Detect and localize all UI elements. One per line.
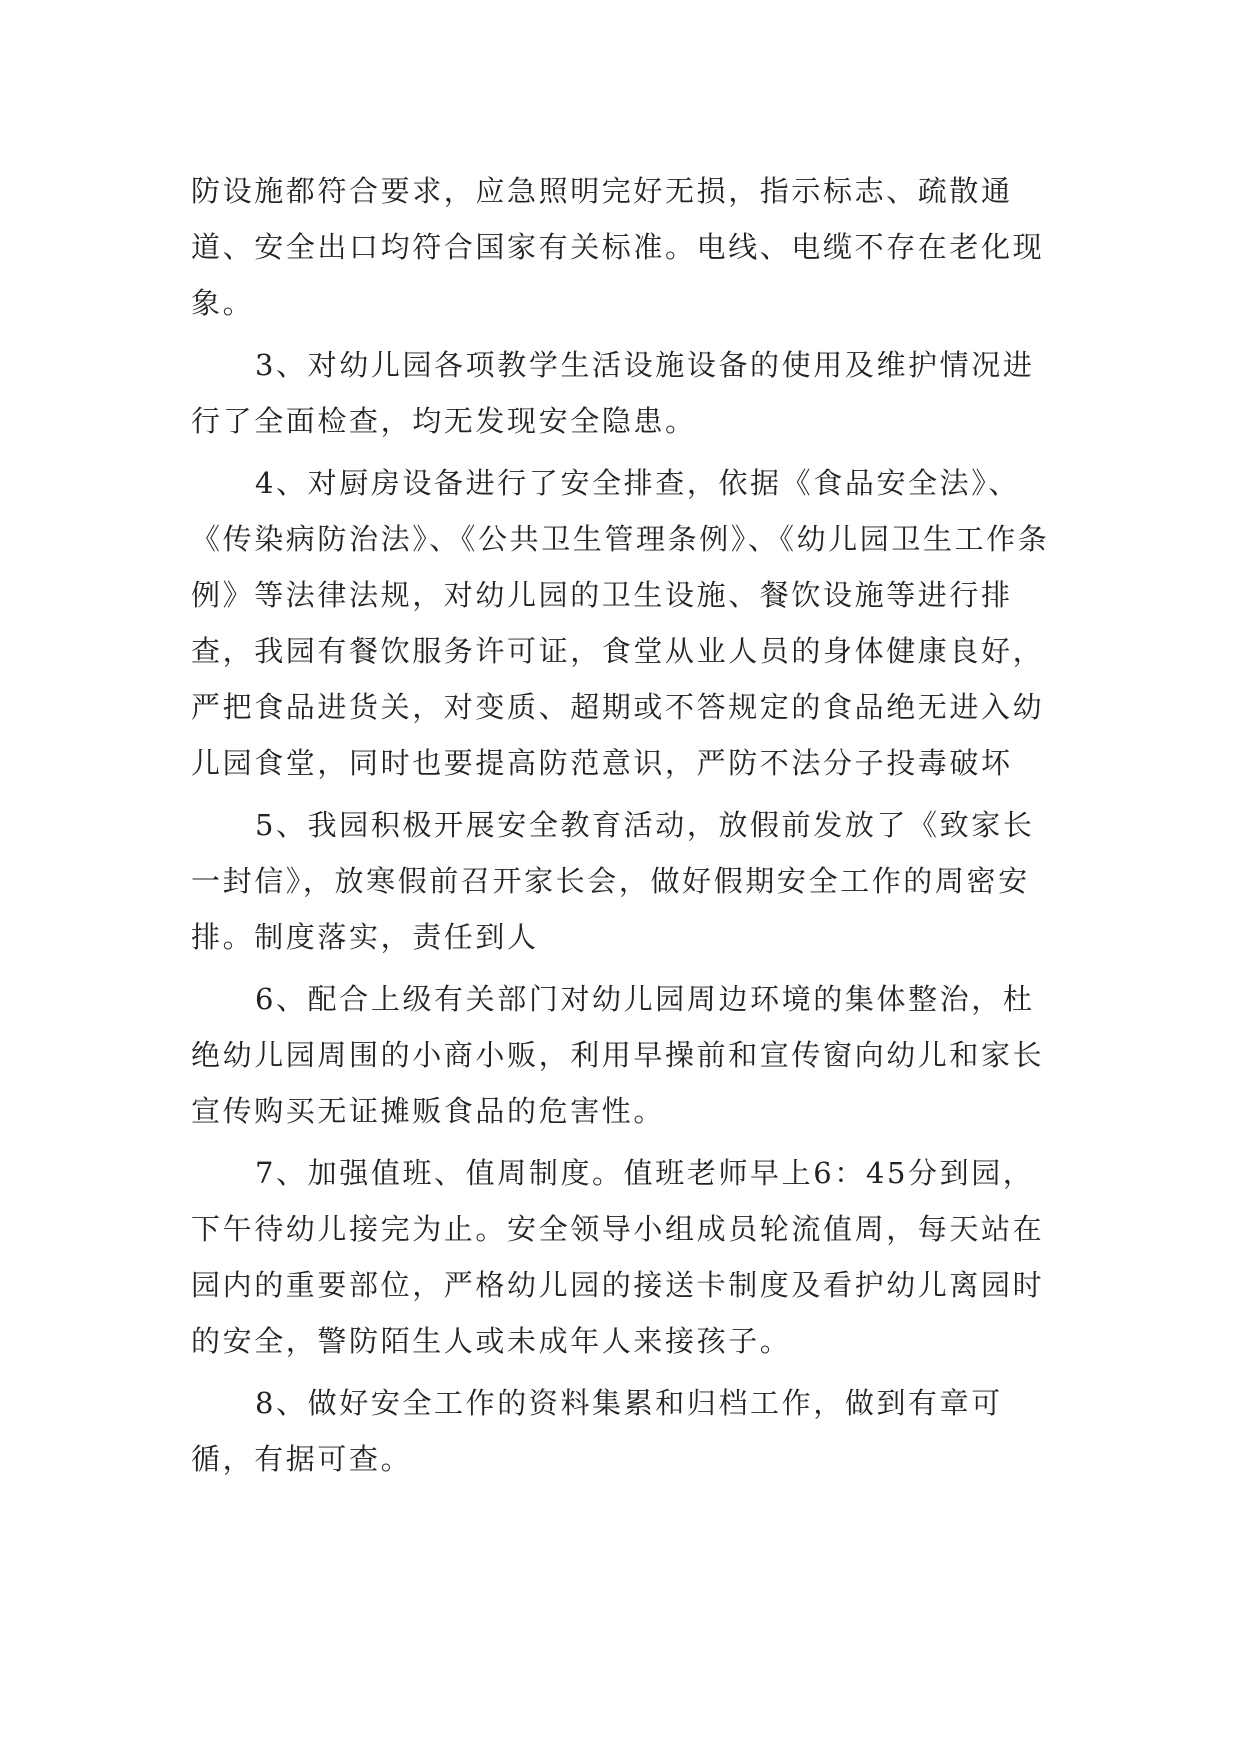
paragraph-item-3: 3、对幼儿园各项教学生活设施设备的使用及维护情况进行了全面检查，均无发现安全隐患。 [191, 348, 1035, 438]
paragraph-item-5: 5、我园积极开展安全教育活动，放假前发放了《致家长一封信》，放寒假前召开家长会，做好假期安全工作的周密安排。制度落实，责任到人 [191, 808, 1035, 954]
paragraph-item-4: 4、对厨房设备进行了安全排查，依据《食品安全法》、《传染病防治法》、《公共卫生管理条例》、《幼儿园卫生工作条例》等法律法规，对幼儿园的卫生设施、餐饮设施等进行排查，我园有餐饮服务许可证，食堂从业人员的身体健康良好，严把食品进货关，对变质、超期或不答规定的食品绝无进入幼儿园食堂，同时也要提高防范意识，严防不法分子投毒破坏 [191, 466, 1050, 780]
paragraph-item-6: 6、配合上级有关部门对幼儿园周边环境的集体整治，杜绝幼儿园周围的小商小贩，利用早操前和宣传窗向幼儿和家长宣传购买无证摊贩食品的危害性。 [191, 982, 1045, 1128]
paragraph-item-8: 8、做好安全工作的资料集累和归档工作，做到有章可循，有据可查。 [191, 1386, 1003, 1476]
document-body [191, 163, 1052, 1493]
paragraph-fire-safety-continued: 防设施都符合要求，应急照明完好无损，指示标志、疏散通道、安全出口均符合国家有关标准。电线、电缆不存在老化现象。 [191, 174, 1045, 320]
paragraph-item-7: 7、加强值班、值周制度。值班老师早上6：45分到园，下午待幼儿接完为止。安全领导小组成员轮流值周，每天站在园内的重要部位，严格幼儿园的接送卡制度及看护幼儿离园时的安全，警防陌生人或未成年人来接孩子。 [191, 1156, 1045, 1358]
